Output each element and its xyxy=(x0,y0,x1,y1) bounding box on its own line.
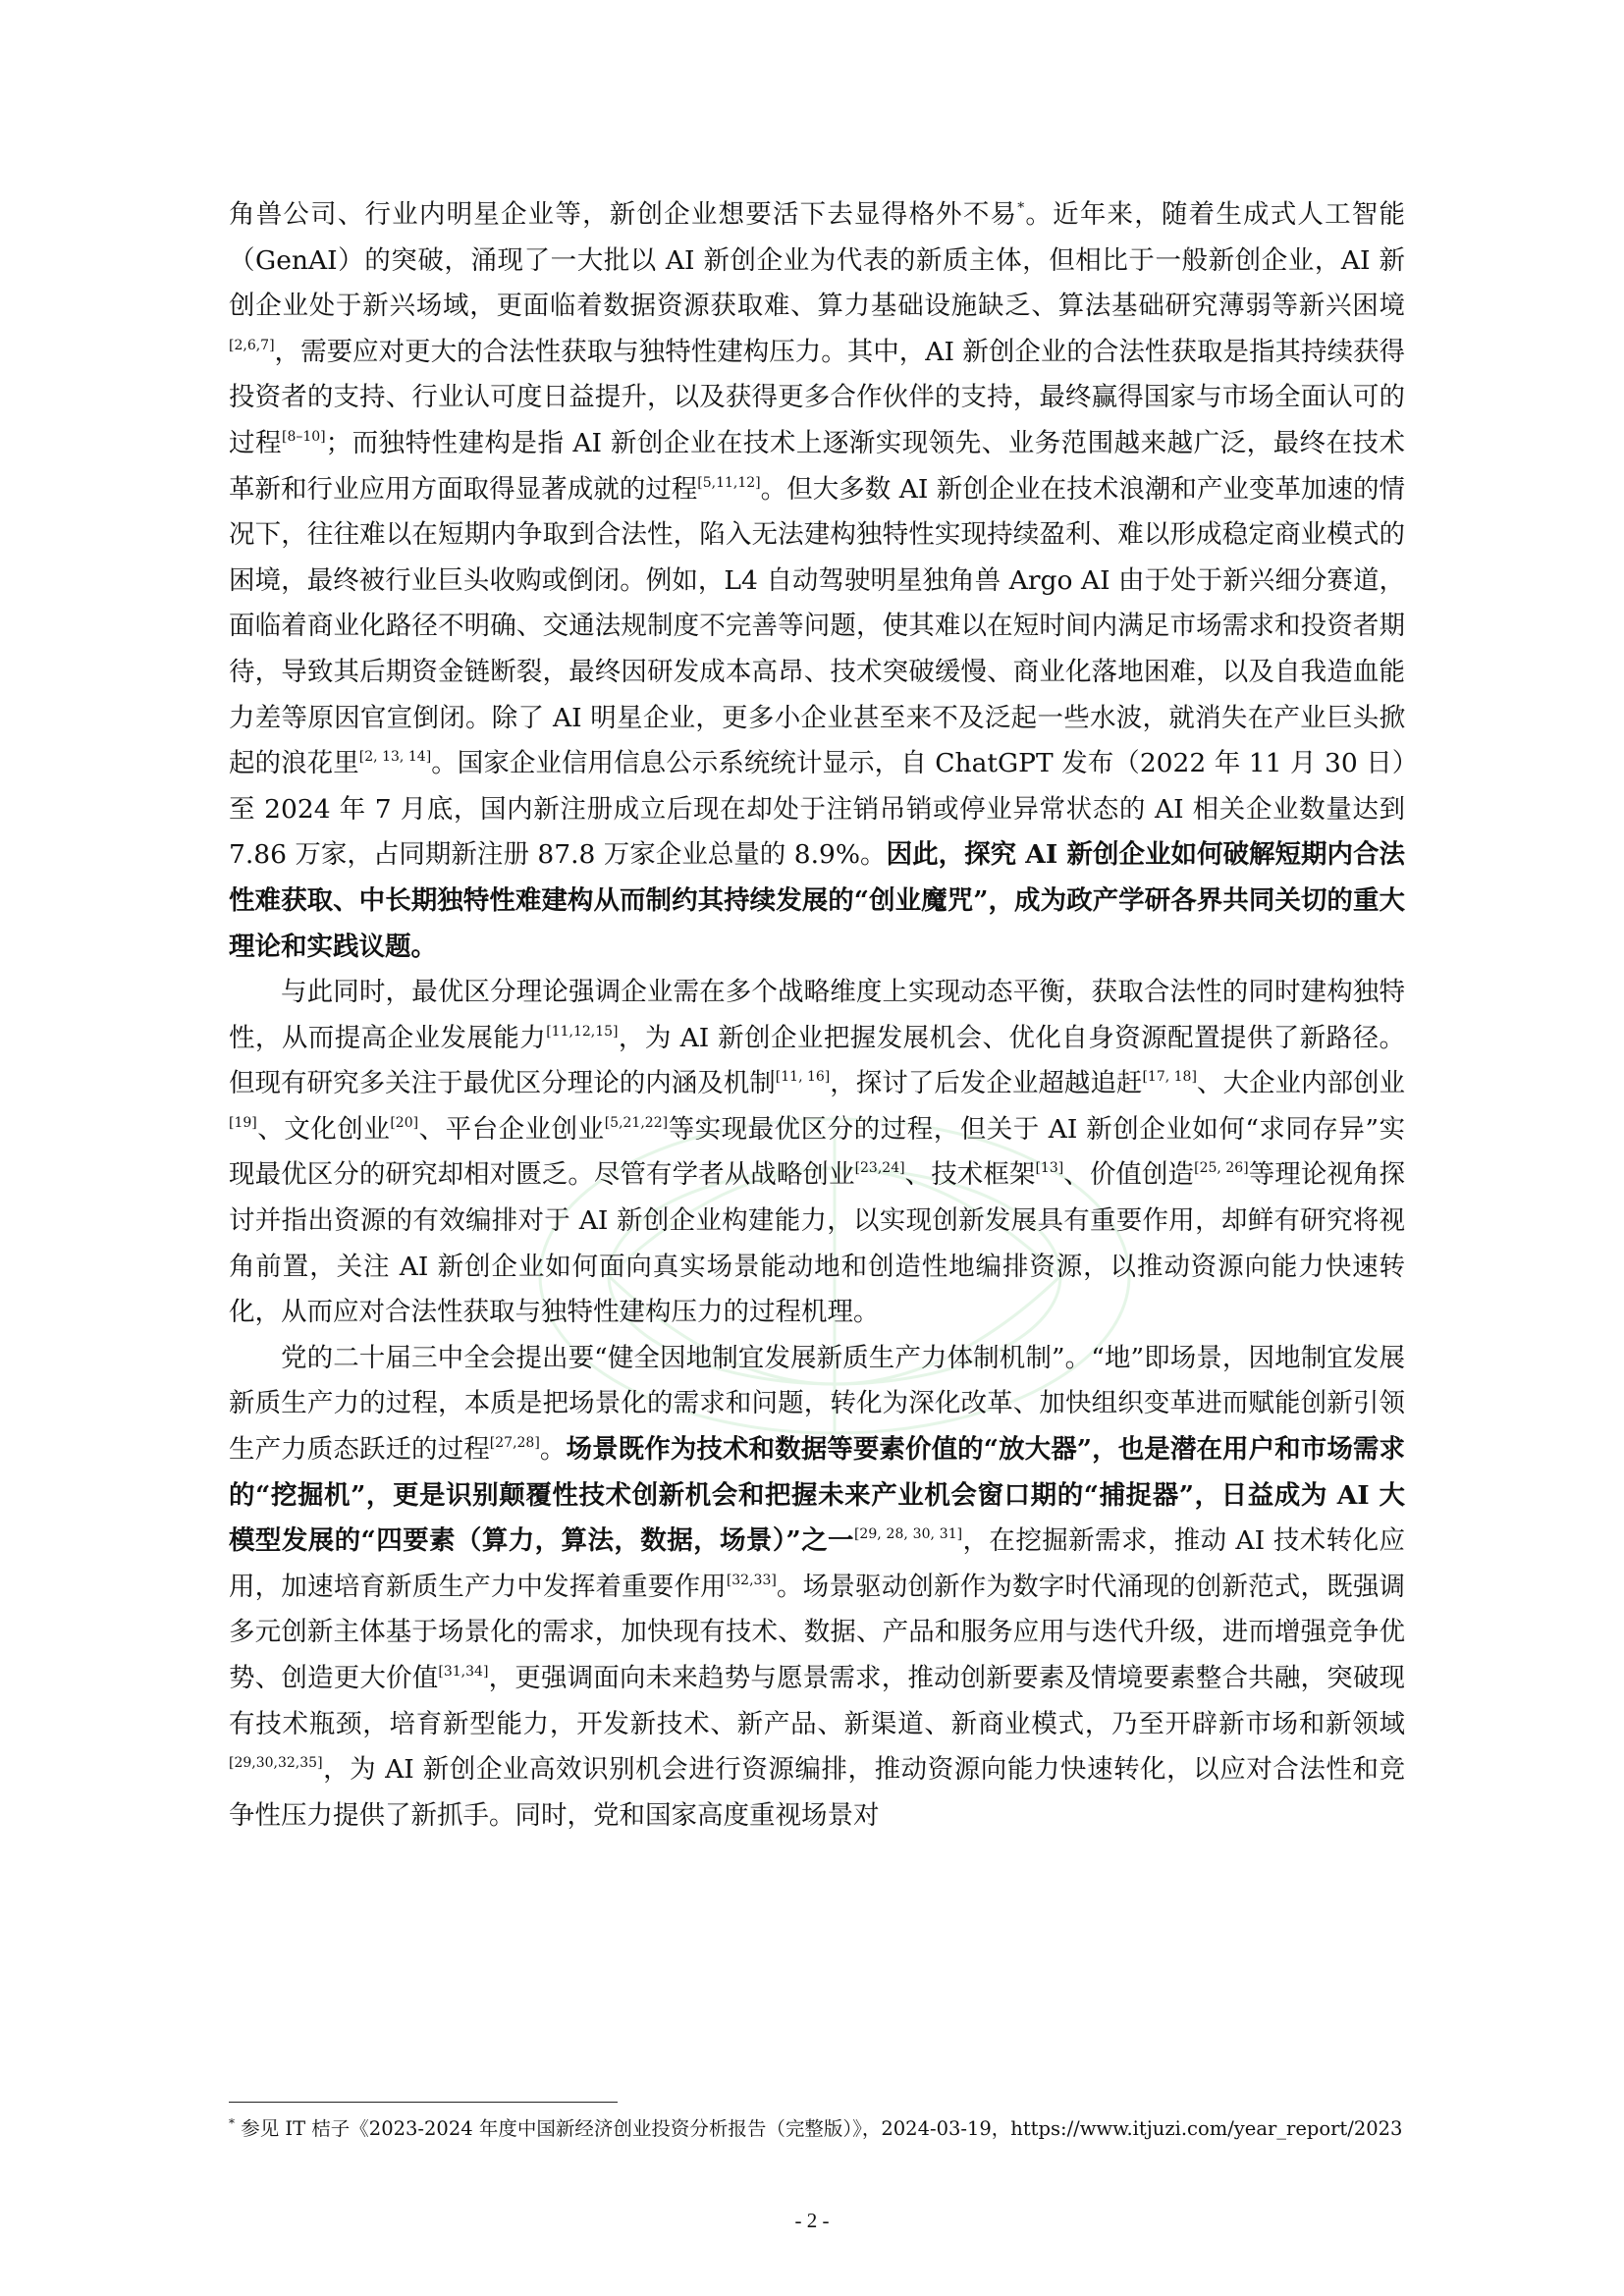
citation: [11, 16] xyxy=(775,1069,831,1086)
text-run: 。但大多数 AI 新创企业在技术浪潮和产业变革加速的情况下，往往难以在短期内争取到合法性，陷入无法建构独特性实现持续盈利、难以形成稳定商业模式的困境，最终被行业巨头收购或倒闭。例如，L4 自动驾驶明星独角兽 Argo AI 由于处于新兴细分赛道，面临着商业化路径不明确、交通法规制度不完善等问题，使其难以在短时间内满足市场需求和投资者期待，导致其后期资金链断裂，最终因研发成本高昂、技术突破缓慢、商业化落地困难，以及自我造血能力差等原因官宣倒闭。除了 AI 明星企业，更多小企业甚至来不及泛起一些水波，就消失在产业巨头掀起的浪花里 xyxy=(229,473,1405,779)
text-run: ，探讨了后发企业超越追赶 xyxy=(830,1068,1143,1099)
paragraph xyxy=(229,192,1405,970)
text-run: 、文化创业 xyxy=(256,1113,391,1145)
text-run: 、技术框架 xyxy=(904,1159,1036,1191)
text-run: 、价值创造 xyxy=(1063,1159,1195,1191)
citation: [29, 28, 30, 31] xyxy=(853,1526,963,1543)
paragraph xyxy=(229,1336,1405,1840)
text-run: ，更强调面向未来趋势与愿景需求，推动创新要素及情境要素整合共融，突破现有技术瓶颈，培育新型能力，开发新技术、新产品、新渠道、新商业模式，乃至开辟新市场和新领域 xyxy=(229,1663,1406,1739)
body-text xyxy=(229,192,1405,1839)
footnote-text: 参见 IT 桔子《2023-2024 年度中国新经济创业投资分析报告（完整版）》，2024-03-19，https://www.itjuzi.com/year_report/2023 xyxy=(241,2117,1403,2140)
citation: [23,24] xyxy=(854,1160,905,1177)
citation: [2,6,7] xyxy=(229,337,275,353)
citation: [13] xyxy=(1035,1160,1064,1177)
citation: [19] xyxy=(229,1114,257,1131)
text-run: 、大企业内部创业 xyxy=(1196,1068,1406,1099)
text-run: 角兽公司、行业内明星企业等，新创企业想要活下去显得格外不易 xyxy=(229,199,1018,230)
text-run: 。场景驱动创新作为数字时代涌现的创新范式，既强调多元创新主体基于场景化的需求，加快现有技术、数据、产品和服务应用与迭代升级，进而增强竞争优势、创造更大价值 xyxy=(229,1571,1406,1693)
page-number: - 2 - xyxy=(794,2209,830,2232)
citation: [8–10] xyxy=(281,428,326,445)
text-run: 。近年来，随着生成式人工智能（GenAI）的突破，涌现了一大批以 AI 新创企业为代表的新质主体，但相比于一般新创企业，AI 新创企业处于新兴场域，更面临着数据资源获取难、算力基础设施缺乏、算法基础研究薄弱等新兴困境 xyxy=(229,199,1406,322)
text-run: 等实现最优区分的过程，但关于 AI 新创企业如何“求同存异”实现最优区分的研究却相对匮乏。尽管有学者从战略创业 xyxy=(229,1113,1406,1191)
text-run: 等理论视角探讨并指出资源的有效编排对于 AI 新创企业构建能力，以实现创新发展具有重要作用，却鲜有研究将视角前置，关注 AI 新创企业如何面向真实场景能动地和创造性地编排资源，以推动资源向能力快速转化，从而应对合法性获取与独特性建构压力的过程机理。 xyxy=(229,1159,1406,1328)
citation: [32,33] xyxy=(726,1572,777,1588)
citation: [31,34] xyxy=(438,1664,489,1680)
citation: [25, 26] xyxy=(1194,1160,1249,1177)
citation: [5,11,12] xyxy=(697,474,761,491)
footnote xyxy=(229,2114,1405,2144)
text-run: 党的二十届三中全会提出要“健全因地制宜发展新质生产力体制机制”。“地”即场景，因地制宜发展新质生产力的过程，本质是把场景化的需求和问题，转化为深化改革、加快组织变革进而赋能创新引领生产力质态跃迁的过程 xyxy=(229,1342,1405,1466)
citation: [5,21,22] xyxy=(604,1114,669,1131)
text-run: 。国家企业信用信息公示系统统计显示，自 ChatGPT 发布（2022 年 11 月 30 日）至 2024 年 7 月底，国内新注册成立后现在却处于注销吊销或停业异常状态的 AI 相关企业数量达到 7.86 万家，占同期新注册 87.8 万家企业总量的 8.9%。 xyxy=(229,748,1406,871)
citation: [11,12,15] xyxy=(546,1023,619,1040)
paragraph xyxy=(229,970,1405,1336)
text-run: ，为 AI 新创企业高效识别机会进行资源编排，推动资源向能力快速转化，以应对合法性和竞争性压力提供了新抓手。同时，党和国家高度重视场景对 xyxy=(229,1754,1405,1831)
text-run: ，在挖掘新需求，推动 AI 技术转化应用，加速培育新质生产力中发挥着重要作用 xyxy=(229,1525,1405,1602)
emphasized-text: 场景既作为技术和数据等要素价值的“放大器”，也是潜在用户和市场需求的“挖掘机”，更是识别颠覆性技术创新机会和把握未来产业机会窗口期的“捕捉器”，日益成为 AI 大模型发展的“四要素（算力，算法，数据，场景）”之一 xyxy=(229,1434,1406,1557)
text-run: ，为 AI 新创企业把握发展机会、优化自身资源配置提供了新路径。但现有研究多关注于最优区分理论的内涵及机制 xyxy=(229,1022,1405,1099)
text-run: 与此同时，最优区分理论强调企业需在多个战略维度上实现动态平衡，获取合法性的同时建构独特性，从而提高企业发展能力 xyxy=(229,977,1405,1053)
footnote-reference: * xyxy=(1017,200,1025,216)
text-run: ，需要应对更大的合法性获取与独特性建构压力。其中，AI 新创企业的合法性获取是指其持续获得投资者的支持、行业认可度日益提升，以及获得更多合作伙伴的支持，最终赢得国家与市场全面认可的过程 xyxy=(229,336,1405,458)
citation: [2, 13, 14] xyxy=(358,749,432,766)
citation: [20] xyxy=(390,1114,419,1131)
citation: [17, 18] xyxy=(1142,1069,1197,1086)
text-run: 。 xyxy=(539,1434,567,1466)
citation: [29,30,32,35] xyxy=(229,1755,323,1772)
text-run: 、平台企业创业 xyxy=(418,1113,605,1145)
text-run: ；而独特性建构是指 AI 新创企业在技术上逐渐实现领先、业务范围越来越广泛，最终在技术革新和行业应用方面取得显著成就的过程 xyxy=(229,427,1406,505)
footnote-marker: * xyxy=(229,2116,235,2130)
footnote-separator xyxy=(229,2102,618,2103)
emphasized-text: 因此，探究 AI 新创企业如何破解短期内合法性难获取、中长期独特性难建构从而制约其持续发展的“创业魔咒”，成为政产学研各界共同关切的重大理论和实践议题。 xyxy=(229,839,1405,962)
citation: [27,28] xyxy=(489,1435,540,1452)
